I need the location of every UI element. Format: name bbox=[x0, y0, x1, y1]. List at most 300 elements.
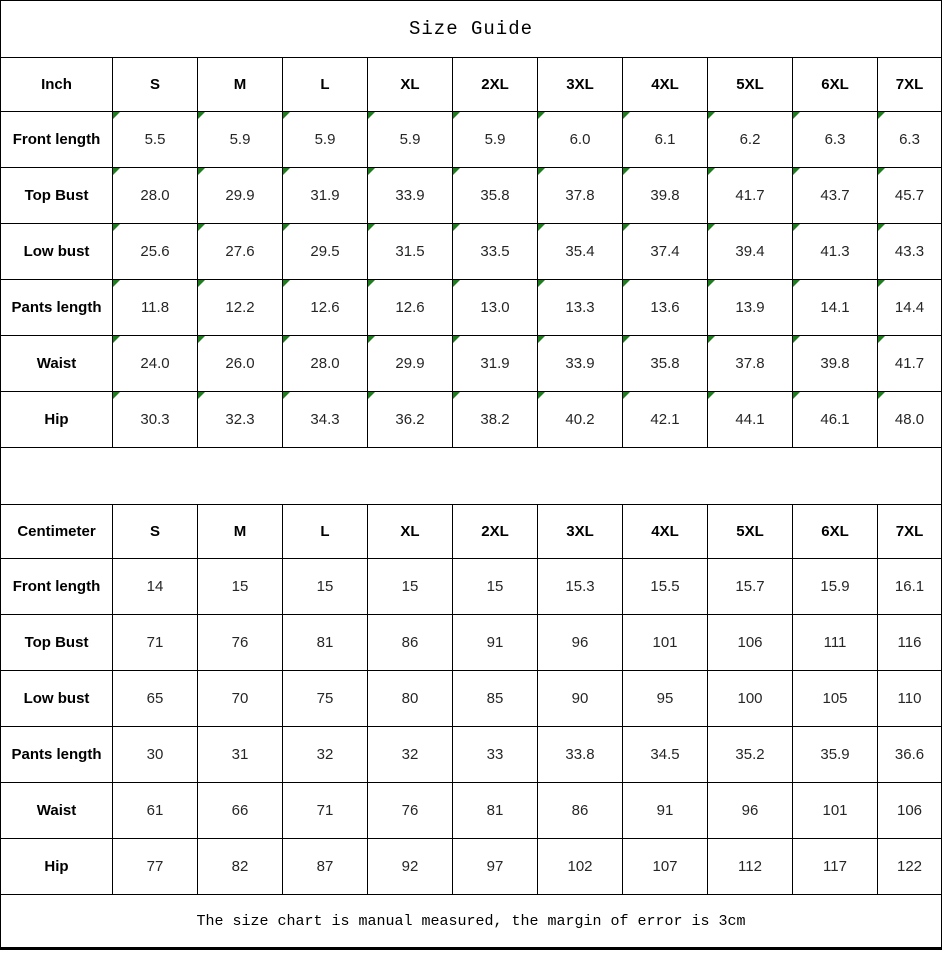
size-value-cell-text: 30.3 bbox=[140, 411, 170, 428]
size-value-cell-text: 13.3 bbox=[565, 299, 595, 316]
size-value-cell-text: 29.9 bbox=[395, 355, 425, 372]
size-value-cell-text: 95 bbox=[656, 690, 674, 707]
size-value-cell-text: 34.5 bbox=[650, 746, 680, 763]
size-value-cell-text: 102 bbox=[567, 858, 593, 875]
cell-corner-marker-icon bbox=[283, 224, 290, 231]
size-value-cell-text: 40.2 bbox=[565, 411, 595, 428]
size-value-cell-text: 6.2 bbox=[739, 131, 761, 148]
size-value-cell-text: 39.8 bbox=[820, 355, 850, 372]
size-value-cell bbox=[877, 559, 941, 615]
column-header-7xl bbox=[877, 58, 941, 112]
size-value-cell-text: 37.8 bbox=[565, 187, 595, 204]
size-value-cell-text: 12.6 bbox=[395, 299, 425, 316]
size-value-cell-text: 5.9 bbox=[314, 131, 336, 148]
column-header-4xl bbox=[622, 505, 707, 559]
size-value-cell bbox=[707, 224, 792, 280]
cell-corner-marker-icon bbox=[878, 336, 885, 343]
size-value-cell bbox=[622, 168, 707, 224]
size-value-cell bbox=[537, 671, 622, 727]
size-value-cell-text: 90 bbox=[571, 690, 589, 707]
cell-corner-marker-icon bbox=[113, 168, 120, 175]
size-value-cell bbox=[537, 727, 622, 783]
size-value-cell bbox=[197, 224, 282, 280]
size-value-cell bbox=[537, 336, 622, 392]
size-value-cell bbox=[452, 727, 537, 783]
cell-corner-marker-icon bbox=[538, 224, 545, 231]
size-value-cell bbox=[792, 224, 877, 280]
size-value-cell-text: 41.3 bbox=[820, 243, 850, 260]
size-value-cell bbox=[112, 615, 197, 671]
size-value-cell-text: 14.1 bbox=[820, 299, 850, 316]
size-value-cell bbox=[622, 224, 707, 280]
size-value-cell bbox=[197, 168, 282, 224]
size-value-cell bbox=[112, 168, 197, 224]
cell-corner-marker-icon bbox=[113, 224, 120, 231]
size-value-cell bbox=[622, 336, 707, 392]
size-value-cell-text: 28.0 bbox=[310, 355, 340, 372]
row-label bbox=[1, 224, 112, 280]
row-label bbox=[1, 615, 112, 671]
size-value-cell-text: 31.9 bbox=[480, 355, 510, 372]
size-value-cell bbox=[622, 727, 707, 783]
size-value-cell-text: 15.9 bbox=[820, 578, 850, 595]
cell-corner-marker-icon bbox=[198, 224, 205, 231]
size-value-cell bbox=[537, 280, 622, 336]
cell-corner-marker-icon bbox=[793, 280, 800, 287]
size-value-cell bbox=[792, 727, 877, 783]
size-value-cell bbox=[367, 224, 452, 280]
column-header-5xl-text: 5XL bbox=[736, 76, 764, 93]
cell-corner-marker-icon bbox=[283, 336, 290, 343]
size-value-cell-text: 116 bbox=[897, 634, 922, 651]
size-value-cell-text: 86 bbox=[571, 802, 589, 819]
size-value-cell-text: 42.1 bbox=[650, 411, 680, 428]
cell-corner-marker-icon bbox=[878, 392, 885, 399]
size-value-cell bbox=[112, 224, 197, 280]
row-label-text: Front length bbox=[12, 578, 101, 595]
column-header-3xl bbox=[537, 58, 622, 112]
size-value-cell bbox=[877, 280, 941, 336]
size-value-cell-text: 92 bbox=[401, 858, 419, 875]
column-header-m bbox=[197, 58, 282, 112]
row-label bbox=[1, 392, 112, 448]
size-value-cell bbox=[537, 559, 622, 615]
size-value-cell-text: 70 bbox=[231, 690, 249, 707]
size-value-cell-text: 31 bbox=[231, 746, 249, 763]
cell-corner-marker-icon bbox=[623, 392, 630, 399]
page-title: Size Guide bbox=[1, 1, 941, 58]
size-value-cell bbox=[622, 839, 707, 895]
cell-corner-marker-icon bbox=[708, 112, 715, 119]
row-label-text: Waist bbox=[36, 355, 77, 372]
row-label bbox=[1, 727, 112, 783]
size-value-cell bbox=[707, 727, 792, 783]
size-value-cell-text: 32.3 bbox=[225, 411, 255, 428]
size-value-cell bbox=[282, 392, 367, 448]
row-label bbox=[1, 112, 112, 168]
size-value-cell-text: 34.3 bbox=[310, 411, 340, 428]
size-value-cell bbox=[282, 280, 367, 336]
size-value-cell-text: 82 bbox=[231, 858, 249, 875]
row-label-text: Low bust bbox=[23, 690, 90, 707]
size-value-cell-text: 15 bbox=[316, 578, 334, 595]
unit-header-text: Centimeter bbox=[17, 523, 96, 540]
column-header-6xl bbox=[792, 505, 877, 559]
size-value-cell-text: 97 bbox=[486, 858, 504, 875]
size-value-cell-text: 15.3 bbox=[565, 578, 595, 595]
size-value-cell-text: 66 bbox=[231, 802, 249, 819]
size-value-cell-text: 36.2 bbox=[395, 411, 425, 428]
size-value-cell-text: 37.8 bbox=[735, 355, 765, 372]
cell-corner-marker-icon bbox=[878, 224, 885, 231]
size-value-cell bbox=[197, 112, 282, 168]
size-value-cell-text: 76 bbox=[231, 634, 249, 651]
size-value-cell-text: 6.1 bbox=[654, 131, 676, 148]
cell-corner-marker-icon bbox=[368, 336, 375, 343]
cell-corner-marker-icon bbox=[453, 112, 460, 119]
size-value-cell-text: 12.2 bbox=[225, 299, 255, 316]
size-value-cell-text: 16.1 bbox=[894, 578, 925, 595]
cell-corner-marker-icon bbox=[878, 168, 885, 175]
size-value-cell-text: 15 bbox=[401, 578, 419, 595]
size-value-cell bbox=[197, 839, 282, 895]
size-value-cell-text: 87 bbox=[316, 858, 334, 875]
cell-corner-marker-icon bbox=[538, 392, 545, 399]
size-value-cell-text: 106 bbox=[896, 802, 923, 819]
row-label bbox=[1, 839, 112, 895]
size-value-cell bbox=[197, 671, 282, 727]
column-header-2xl-text: 2XL bbox=[481, 76, 509, 93]
size-value-cell-text: 81 bbox=[486, 802, 504, 819]
size-value-cell-text: 5.5 bbox=[144, 131, 166, 148]
size-value-cell bbox=[367, 336, 452, 392]
size-value-cell-text: 101 bbox=[652, 634, 678, 651]
size-value-cell bbox=[452, 224, 537, 280]
size-value-cell-text: 41.7 bbox=[735, 187, 765, 204]
size-value-cell bbox=[537, 392, 622, 448]
size-value-cell bbox=[877, 839, 941, 895]
size-value-cell-text: 11.8 bbox=[140, 299, 170, 316]
size-value-cell bbox=[282, 783, 367, 839]
size-value-cell-text: 44.1 bbox=[735, 411, 765, 428]
size-value-cell bbox=[112, 112, 197, 168]
centimeter-size-table bbox=[1, 505, 941, 895]
size-value-cell bbox=[792, 112, 877, 168]
size-value-cell bbox=[537, 615, 622, 671]
row-label-text: Top Bust bbox=[24, 187, 89, 204]
size-value-cell-text: 6.3 bbox=[899, 131, 920, 148]
size-value-cell-text: 48.0 bbox=[894, 411, 925, 428]
cell-corner-marker-icon bbox=[623, 280, 630, 287]
size-value-cell-text: 35.2 bbox=[735, 746, 765, 763]
row-label bbox=[1, 783, 112, 839]
size-value-cell bbox=[622, 559, 707, 615]
row-label-text: Waist bbox=[36, 802, 77, 819]
cell-corner-marker-icon bbox=[708, 168, 715, 175]
size-value-cell-text: 38.2 bbox=[480, 411, 510, 428]
size-value-cell bbox=[792, 336, 877, 392]
size-value-cell bbox=[282, 224, 367, 280]
column-header-l-text: L bbox=[320, 523, 330, 540]
size-value-cell-text: 117 bbox=[823, 858, 847, 875]
size-value-cell-text: 33.9 bbox=[565, 355, 595, 372]
size-value-cell-text: 28.0 bbox=[140, 187, 170, 204]
cell-corner-marker-icon bbox=[283, 280, 290, 287]
size-value-cell-text: 107 bbox=[652, 858, 678, 875]
size-value-cell bbox=[707, 839, 792, 895]
size-value-cell-text: 35.9 bbox=[820, 746, 850, 763]
size-value-cell bbox=[367, 112, 452, 168]
size-value-cell-text: 15 bbox=[486, 578, 504, 595]
size-value-cell-text: 15.5 bbox=[650, 578, 680, 595]
size-value-cell-text: 32 bbox=[316, 746, 334, 763]
row-label bbox=[1, 559, 112, 615]
column-header-6xl-text: 6XL bbox=[821, 523, 849, 540]
size-value-cell-text: 31.5 bbox=[395, 243, 425, 260]
cell-corner-marker-icon bbox=[368, 168, 375, 175]
cell-corner-marker-icon bbox=[708, 392, 715, 399]
size-value-cell bbox=[197, 392, 282, 448]
column-header-7xl-text: 7XL bbox=[895, 523, 924, 540]
size-value-cell bbox=[877, 615, 941, 671]
size-value-cell-text: 39.4 bbox=[735, 243, 765, 260]
size-value-cell bbox=[112, 392, 197, 448]
size-value-cell bbox=[707, 280, 792, 336]
size-value-cell bbox=[792, 839, 877, 895]
column-header-s-text: S bbox=[149, 76, 160, 93]
size-value-cell bbox=[367, 280, 452, 336]
size-value-cell bbox=[367, 559, 452, 615]
cell-corner-marker-icon bbox=[198, 336, 205, 343]
row-label-text: Low bust bbox=[23, 243, 90, 260]
size-value-cell-text: 25.6 bbox=[140, 243, 170, 260]
size-value-cell-text: 37.4 bbox=[650, 243, 680, 260]
column-header-3xl-text: 3XL bbox=[566, 76, 594, 93]
size-value-cell bbox=[877, 336, 941, 392]
size-value-cell bbox=[197, 280, 282, 336]
size-value-cell bbox=[367, 615, 452, 671]
size-value-cell-text: 77 bbox=[146, 858, 164, 875]
size-value-cell bbox=[112, 280, 197, 336]
column-header-xl-text: XL bbox=[400, 523, 420, 540]
size-value-cell bbox=[367, 671, 452, 727]
cell-corner-marker-icon bbox=[198, 280, 205, 287]
cell-corner-marker-icon bbox=[793, 112, 800, 119]
size-value-cell bbox=[707, 336, 792, 392]
size-value-cell-text: 101 bbox=[822, 802, 848, 819]
size-value-cell bbox=[792, 559, 877, 615]
size-value-cell-text: 5.9 bbox=[399, 131, 421, 148]
size-value-cell bbox=[792, 392, 877, 448]
column-header-xl-text: XL bbox=[400, 76, 420, 93]
column-header-6xl-text: 6XL bbox=[821, 76, 849, 93]
size-value-cell bbox=[537, 839, 622, 895]
size-value-cell-text: 96 bbox=[741, 802, 759, 819]
size-value-cell bbox=[197, 727, 282, 783]
size-value-cell-text: 29.9 bbox=[225, 187, 255, 204]
column-header-3xl-text: 3XL bbox=[566, 523, 594, 540]
cell-corner-marker-icon bbox=[538, 280, 545, 287]
size-value-cell bbox=[877, 671, 941, 727]
cell-corner-marker-icon bbox=[623, 112, 630, 119]
size-value-cell-text: 33 bbox=[486, 746, 504, 763]
column-header-2xl-text: 2XL bbox=[481, 523, 509, 540]
size-value-cell bbox=[537, 224, 622, 280]
column-header-6xl bbox=[792, 58, 877, 112]
column-header-xl bbox=[367, 505, 452, 559]
size-value-cell-text: 106 bbox=[737, 634, 763, 651]
column-header-7xl bbox=[877, 505, 941, 559]
row-label bbox=[1, 280, 112, 336]
size-value-cell bbox=[282, 727, 367, 783]
size-value-cell-text: 14 bbox=[146, 578, 164, 595]
cell-corner-marker-icon bbox=[453, 168, 460, 175]
size-value-cell-text: 29.5 bbox=[310, 243, 340, 260]
size-value-cell-text: 15.7 bbox=[735, 578, 765, 595]
row-label bbox=[1, 168, 112, 224]
column-header-4xl-text: 4XL bbox=[651, 523, 679, 540]
unit-header bbox=[1, 58, 112, 112]
size-value-cell-text: 46.1 bbox=[820, 411, 850, 428]
column-header-l bbox=[282, 58, 367, 112]
size-value-cell-text: 86 bbox=[401, 634, 419, 651]
size-value-cell-text: 13.6 bbox=[650, 299, 680, 316]
size-value-cell-text: 31.9 bbox=[310, 187, 340, 204]
size-value-cell-text: 5.9 bbox=[484, 131, 506, 148]
size-value-cell-text: 61 bbox=[146, 802, 164, 819]
cell-corner-marker-icon bbox=[538, 168, 545, 175]
size-value-cell-text: 15 bbox=[231, 578, 249, 595]
size-value-cell bbox=[877, 727, 941, 783]
cell-corner-marker-icon bbox=[198, 168, 205, 175]
cell-corner-marker-icon bbox=[283, 168, 290, 175]
column-header-s-text: S bbox=[149, 523, 160, 540]
cell-corner-marker-icon bbox=[708, 336, 715, 343]
size-value-cell bbox=[452, 839, 537, 895]
unit-header bbox=[1, 505, 112, 559]
size-value-cell-text: 110 bbox=[897, 690, 922, 707]
cell-corner-marker-icon bbox=[708, 280, 715, 287]
column-header-l-text: L bbox=[320, 76, 330, 93]
column-header-m-text: M bbox=[233, 76, 247, 93]
cell-corner-marker-icon bbox=[113, 336, 120, 343]
column-header-xl bbox=[367, 58, 452, 112]
size-value-cell-text: 43.7 bbox=[820, 187, 850, 204]
measurement-disclaimer: The size chart is manual measured, the margin of error is 3cm bbox=[196, 912, 746, 930]
row-label-text: Hip bbox=[44, 411, 69, 428]
size-value-cell bbox=[877, 224, 941, 280]
size-value-cell bbox=[707, 168, 792, 224]
size-value-cell bbox=[197, 783, 282, 839]
size-value-cell bbox=[452, 783, 537, 839]
size-value-cell bbox=[622, 615, 707, 671]
size-value-cell-text: 45.7 bbox=[894, 187, 925, 204]
cell-corner-marker-icon bbox=[538, 112, 545, 119]
cell-corner-marker-icon bbox=[368, 112, 375, 119]
size-value-cell bbox=[452, 112, 537, 168]
size-value-cell bbox=[452, 280, 537, 336]
row-label bbox=[1, 336, 112, 392]
size-value-cell-text: 76 bbox=[401, 802, 419, 819]
size-value-cell-text: 91 bbox=[486, 634, 504, 651]
column-header-l bbox=[282, 505, 367, 559]
size-value-cell bbox=[282, 671, 367, 727]
size-value-cell bbox=[792, 615, 877, 671]
size-value-cell bbox=[707, 392, 792, 448]
size-value-cell-text: 33.8 bbox=[565, 746, 595, 763]
column-header-2xl bbox=[452, 58, 537, 112]
size-value-cell-text: 13.0 bbox=[480, 299, 510, 316]
size-value-cell bbox=[452, 615, 537, 671]
unit-header-text: Inch bbox=[41, 76, 72, 93]
size-value-cell-text: 6.3 bbox=[824, 131, 846, 148]
size-value-cell bbox=[877, 392, 941, 448]
size-value-cell bbox=[452, 671, 537, 727]
size-value-cell bbox=[282, 839, 367, 895]
size-value-cell-text: 105 bbox=[822, 690, 848, 707]
size-value-cell-text: 33.9 bbox=[395, 187, 425, 204]
size-value-cell bbox=[707, 783, 792, 839]
size-value-cell-text: 36.6 bbox=[894, 746, 925, 763]
size-value-cell bbox=[792, 671, 877, 727]
size-value-cell-text: 32 bbox=[401, 746, 419, 763]
size-value-cell bbox=[707, 615, 792, 671]
size-value-cell bbox=[112, 671, 197, 727]
column-header-s bbox=[112, 505, 197, 559]
row-label-text: Hip bbox=[44, 858, 69, 875]
cell-corner-marker-icon bbox=[708, 224, 715, 231]
size-value-cell bbox=[622, 280, 707, 336]
size-value-cell-text: 26.0 bbox=[225, 355, 255, 372]
cell-corner-marker-icon bbox=[453, 336, 460, 343]
size-value-cell-text: 122 bbox=[896, 858, 923, 875]
size-value-cell-text: 81 bbox=[316, 634, 334, 651]
size-value-cell bbox=[367, 727, 452, 783]
table-gap-spacer bbox=[1, 448, 941, 505]
size-value-cell bbox=[452, 336, 537, 392]
size-value-cell-text: 71 bbox=[316, 802, 334, 819]
cell-corner-marker-icon bbox=[113, 280, 120, 287]
size-value-cell-text: 96 bbox=[571, 634, 589, 651]
size-value-cell bbox=[112, 839, 197, 895]
size-value-cell-text: 35.8 bbox=[650, 355, 680, 372]
cell-corner-marker-icon bbox=[453, 392, 460, 399]
size-value-cell bbox=[112, 783, 197, 839]
size-value-cell bbox=[282, 615, 367, 671]
size-value-cell bbox=[282, 336, 367, 392]
column-header-m bbox=[197, 505, 282, 559]
size-value-cell bbox=[112, 559, 197, 615]
size-value-cell bbox=[537, 783, 622, 839]
size-value-cell-text: 75 bbox=[316, 690, 334, 707]
column-header-2xl bbox=[452, 505, 537, 559]
cell-corner-marker-icon bbox=[283, 392, 290, 399]
size-value-cell-text: 35.4 bbox=[565, 243, 595, 260]
cell-corner-marker-icon bbox=[368, 280, 375, 287]
column-header-4xl-text: 4XL bbox=[651, 76, 679, 93]
size-value-cell bbox=[537, 112, 622, 168]
size-value-cell bbox=[877, 112, 941, 168]
size-value-cell-text: 35.8 bbox=[480, 187, 510, 204]
size-value-cell bbox=[112, 336, 197, 392]
cell-corner-marker-icon bbox=[198, 112, 205, 119]
size-value-cell bbox=[792, 280, 877, 336]
column-header-5xl bbox=[707, 58, 792, 112]
size-value-cell bbox=[197, 336, 282, 392]
column-header-s bbox=[112, 58, 197, 112]
size-value-cell bbox=[452, 168, 537, 224]
column-header-7xl-text: 7XL bbox=[895, 76, 924, 93]
